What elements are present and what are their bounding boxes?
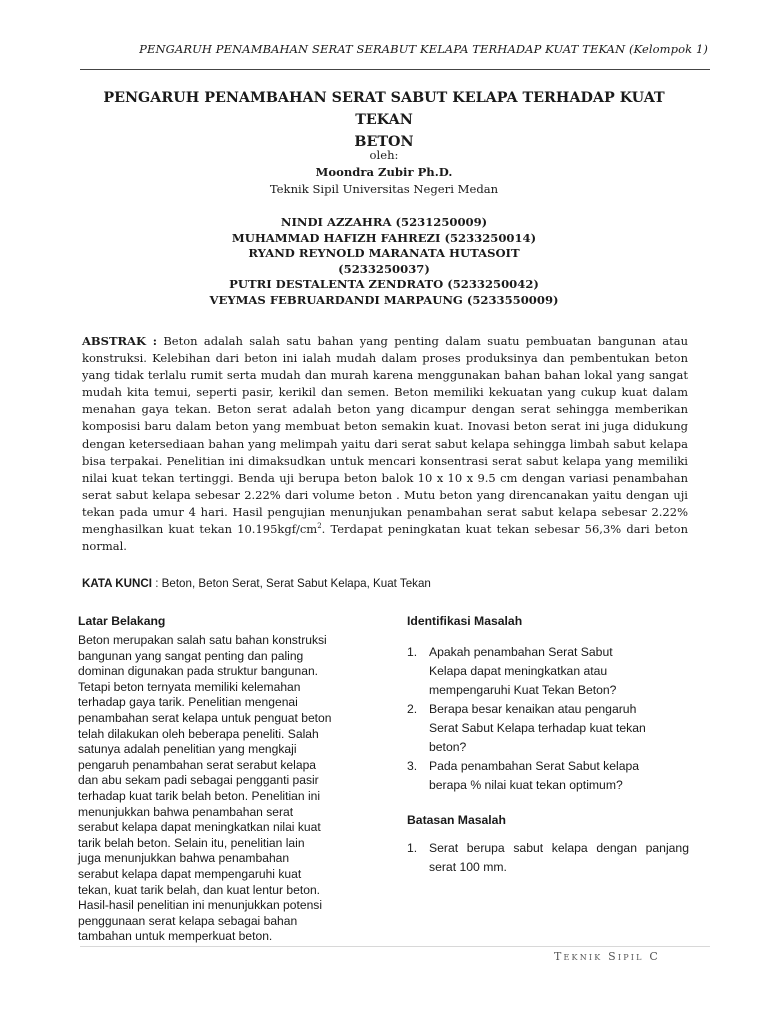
keywords bbox=[82, 577, 688, 590]
body-line: Hasil-hasil penelitian ini menunjukkan potensi bbox=[78, 898, 323, 913]
paper-title-line-1: PENGARUH PENAMBAHAN SERAT SABUT KELAPA TERHADAP KUAT TEKAN bbox=[103, 90, 665, 128]
body-line: penggunaan serat kelapa sebagai bahan bbox=[78, 913, 298, 928]
list-line: Kelapa dapat meningkatkan atau bbox=[429, 664, 608, 678]
abstract-text: Beton adalah salah satu bahan yang penting dalam suatu pembuatan bangunan atau konstruksi. Kelebihan dari beton ini ialah mudah dalam proses produksinya dan pembentukan beton yang tidak terlalu rumit serta mudah dan murah karena menggunakan bahan bahan lokal yang sangat mudah kita temui, seperti pasir, kerikil dan semen. Beton memiliki kekuatan yang cukup kuat dalam menahan gaya tekan. Beton serat adalah beton yang dicampur dengan serat sehingga memberikan komposisi baru dalam beton yang membuat beton semakin kuat. Inovasi beton serat ini juga didukung dengan ketersediaan bahan yang melimpah yaitu dari serat sabut kelapa sehingga limbah sabut kelapa bisa terpakai. Penelitian ini dimaksudkan untuk mencari konsentrasi serat sabut kelapa yang memiliki nilai kuat tekan tertinggi. Benda uji berupa beton balok 10 x 10 x 9.5 cm dengan variasi penambahan serat sabut kelapa sebesar 2.22% dari volume beton . Mutu beton yang direncanakan yaitu dengan uji tekan pada umur 4 hari. Hasil pengujian menunjukan penambahan serat sabut kelapa sebesar 2.22% menghasilkan kuat tekan 10.195kgf/cm bbox=[82, 334, 688, 537]
body-line: serabut kelapa dapat mempengaruhi kuat bbox=[78, 866, 302, 881]
body-line: telah dilakukan oleh beberapa peneliti. Salah bbox=[78, 726, 319, 741]
list-line: berapa % nilai kuat tekan optimum? bbox=[429, 778, 623, 792]
keywords-label: KATA KUNCI bbox=[82, 577, 152, 590]
by-label: oleh: bbox=[369, 148, 399, 162]
body-line: serabut kelapa dapat meningkatkan nilai kuat bbox=[78, 820, 321, 835]
body-line: tekan, kuat tarik belah, dan kuat lentur beton. bbox=[78, 882, 321, 897]
list-text: Serat berupa sabut kelapa dengan panjang serat 100 mm. bbox=[429, 841, 689, 874]
list-line: beton? bbox=[429, 740, 467, 754]
author-name: Moondra Zubir Ph.D. bbox=[315, 165, 453, 179]
latar-belakang-heading: Latar Belakang bbox=[78, 614, 166, 628]
list-number: 2. bbox=[407, 702, 418, 716]
batasan-heading: Batasan Masalah bbox=[407, 813, 506, 827]
body-line: terhadap kuat tarik belah beton. Penelitian ini bbox=[78, 788, 321, 803]
body-line: terhadap gaya tarik. Penelitian mengenai bbox=[78, 695, 298, 710]
list-item bbox=[407, 839, 689, 877]
latar-belakang-section bbox=[78, 612, 378, 945]
list-number: 1. bbox=[407, 645, 418, 659]
running-header: PENGARUH PENAMBAHAN SERAT SERABUT KELAPA TERHADAP KUAT TEKAN (Kelompok 1) bbox=[139, 42, 708, 56]
latar-belakang-body bbox=[78, 633, 378, 945]
body-line: bangunan yang sangat penting dan paling bbox=[78, 648, 304, 663]
body-line: Beton merupakan salah satu bahan konstruksi bbox=[78, 633, 327, 647]
keywords-text: : Beton, Beton Serat, Serat Sabut Kelapa, Kuat Tekan bbox=[151, 577, 431, 590]
byline bbox=[80, 147, 688, 198]
member-5: VEYMAS FEBRUARDANDI MARPAUNG (5233550009) bbox=[209, 292, 559, 307]
member-2: MUHAMMAD HAFIZH FAHREZI (5233250014) bbox=[231, 230, 537, 245]
body-line: penambahan serat kelapa untuk penguat beton bbox=[78, 710, 332, 725]
affiliation: Teknik Sipil Universitas Negeri Medan bbox=[269, 182, 499, 196]
body-line: dan abu sekam padi sebagai pengganti pasir bbox=[78, 773, 319, 788]
list-item bbox=[407, 643, 689, 700]
list-number: 3. bbox=[407, 759, 418, 773]
body-line: pengaruh penambahan serat serabut kelapa bbox=[78, 757, 317, 772]
abstract bbox=[82, 333, 688, 555]
member-list bbox=[80, 215, 688, 308]
list-item bbox=[407, 700, 689, 757]
member-3-id: (5233250037) bbox=[338, 261, 430, 276]
header-divider bbox=[80, 69, 710, 70]
list-number: 1. bbox=[407, 841, 418, 855]
list-item bbox=[407, 757, 689, 795]
body-line: tambahan untuk memperkuat beton. bbox=[78, 929, 273, 944]
footer-divider bbox=[80, 946, 710, 947]
body-line: menunjukkan bahwa penambahan serat bbox=[78, 804, 294, 819]
identifikasi-list bbox=[407, 643, 689, 795]
body-line: satunya adalah penelitian yang mengkaji bbox=[78, 742, 297, 757]
list-line: Serat Sabut Kelapa terhadap kuat tekan bbox=[429, 721, 646, 735]
list-line: mempengaruhi Kuat Tekan Beton? bbox=[429, 683, 617, 697]
body-line: tarik belah beton. Selain itu, penelitian lain bbox=[78, 835, 305, 850]
right-column bbox=[407, 612, 689, 877]
paper-title bbox=[80, 87, 688, 153]
body-line: dominan digunakan pada struktur bangunan. bbox=[78, 664, 319, 679]
paper-title-line-2: BETON bbox=[354, 134, 414, 150]
batasan-list bbox=[407, 839, 689, 877]
abstract-text-end: . Terdapat peningkatan kuat tekan sebesar 56,3% dari beton normal. bbox=[82, 522, 688, 554]
member-1: NINDI AZZAHRA (5231250009) bbox=[280, 215, 488, 229]
abstract-superscript: 2 bbox=[317, 522, 322, 531]
list-line: Apakah penambahan Serat Sabut bbox=[429, 645, 613, 659]
body-line: juga menunjukkan bahwa penambahan bbox=[78, 851, 290, 866]
abstract-label: ABSTRAK : bbox=[82, 334, 157, 348]
body-line: Tetapi beton ternyata memiliki kelemahan bbox=[78, 679, 301, 694]
list-line: Berapa besar kenaikan atau pengaruh bbox=[429, 702, 637, 716]
member-3: RYAND REYNOLD MARANATA HUTASOIT bbox=[248, 246, 520, 260]
member-4: PUTRI DESTALENTA ZENDRATO (5233250042) bbox=[229, 277, 539, 291]
page-footer: Teknik Sipil C bbox=[553, 950, 660, 963]
identifikasi-heading: Identifikasi Masalah bbox=[407, 614, 523, 628]
list-line: Pada penambahan Serat Sabut kelapa bbox=[429, 759, 640, 773]
